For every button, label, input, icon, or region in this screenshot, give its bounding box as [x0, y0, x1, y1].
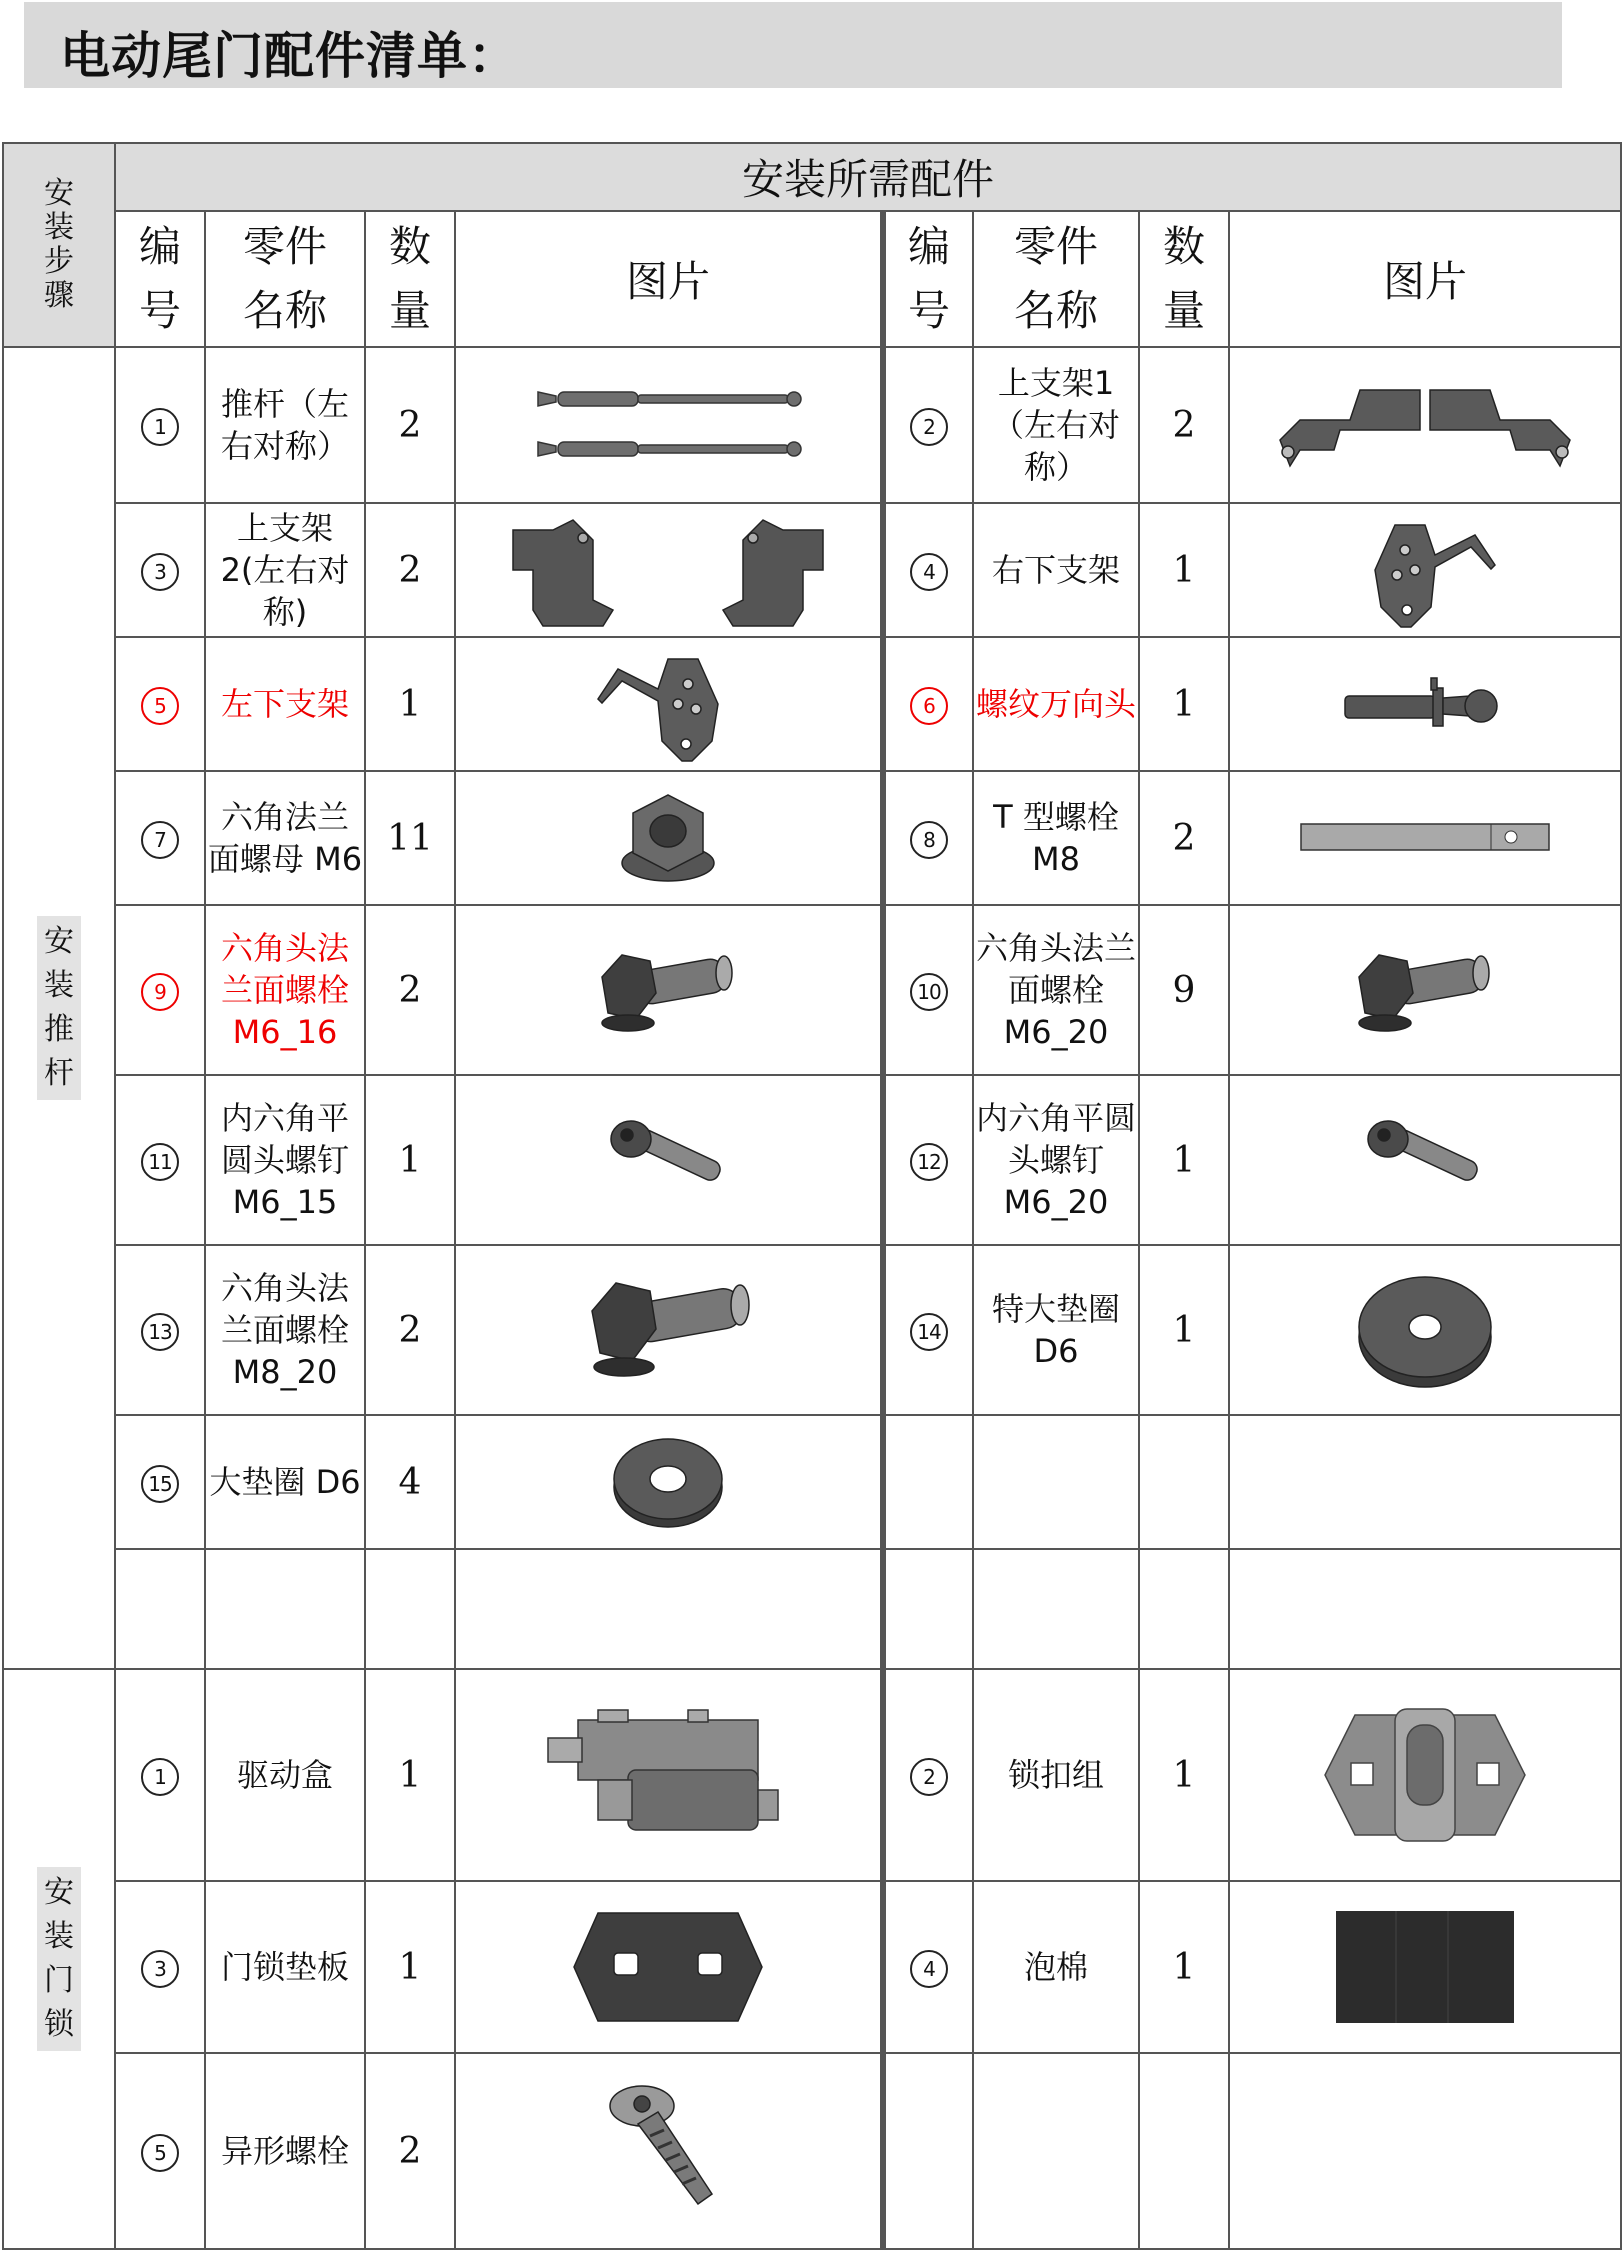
button-screw-icon: [456, 1105, 880, 1215]
circled-number: 1: [141, 408, 179, 446]
part-number-left: [115, 1415, 205, 1549]
parts-table: [2, 142, 1622, 2250]
col-qty-header-right: 数量: [1139, 211, 1229, 347]
foam-icon: [1230, 1907, 1620, 2027]
part-image-right: [1229, 771, 1621, 905]
flange-nut-icon: [456, 783, 880, 893]
header-band-row: [3, 143, 1621, 211]
part-number-right: [883, 347, 973, 503]
part-number-right: [883, 905, 973, 1075]
part-name-right: 六角头法兰面螺栓 M6_20: [973, 905, 1139, 1075]
col-img-header-right: 图片: [1229, 211, 1621, 347]
step-label: 安装门锁: [37, 1867, 81, 2051]
part-name-left: 驱动盒: [205, 1669, 365, 1881]
circled-number: 5: [141, 687, 179, 725]
part-image-right: [1229, 905, 1621, 1075]
flange-bolt-icon: [1230, 935, 1620, 1045]
button-screw-icon: [1230, 1105, 1620, 1215]
part-qty-right: 9: [1139, 905, 1229, 1075]
part-name-left: 六角头法兰面螺栓 M6_16: [205, 905, 365, 1075]
table-row: [3, 2053, 1621, 2249]
circled-number: 12: [910, 1143, 948, 1181]
part-image-left: [455, 2053, 883, 2249]
part-image-right: [1229, 1881, 1621, 2053]
table-row: [3, 1415, 1621, 1549]
empty-cell-right: [973, 1415, 1139, 1549]
parts-band-header: 安装所需配件: [115, 143, 1621, 211]
part-name-left: 异形螺栓: [205, 2053, 365, 2249]
part-name-left: 六角头法兰面螺栓 M8_20: [205, 1245, 365, 1415]
part-name-left: 推杆（左右对称）: [205, 347, 365, 503]
part-name-right: 特大垫圈 D6: [973, 1245, 1139, 1415]
part-qty-left: 1: [365, 1881, 455, 2053]
empty-cell-right: [1229, 1415, 1621, 1549]
part-number-left: [115, 347, 205, 503]
upper-bracket-1-icon: [1230, 370, 1620, 480]
part-number-left: [115, 1245, 205, 1415]
part-number-left: [115, 1075, 205, 1245]
part-number-left: [115, 503, 205, 637]
circled-number: 4: [910, 1950, 948, 1988]
circled-number: 5: [141, 2134, 179, 2172]
empty-cell-right: [883, 1415, 973, 1549]
part-image-left: [455, 637, 883, 771]
part-qty-left: 2: [365, 905, 455, 1075]
table-row: [3, 503, 1621, 637]
col-no-header: 编号: [115, 211, 205, 347]
empty-cell-right: [883, 2053, 973, 2249]
part-qty-left: 1: [365, 637, 455, 771]
part-image-left: [455, 1075, 883, 1245]
part-name-right: 锁扣组: [973, 1669, 1139, 1881]
table-row: [3, 1549, 1621, 1669]
part-qty-left: 1: [365, 1075, 455, 1245]
part-number-left: [115, 637, 205, 771]
table-row: [3, 1669, 1621, 1881]
table-row: [3, 771, 1621, 905]
part-image-left: [455, 771, 883, 905]
part-name-left: 大垫圈 D6: [205, 1415, 365, 1549]
part-number-left: [115, 2053, 205, 2249]
lock-pad-icon: [456, 1907, 880, 2027]
strut-icon: [456, 370, 880, 480]
part-qty-right: 1: [1139, 637, 1229, 771]
empty-cell-right: [973, 2053, 1139, 2249]
part-name-left: 上支架2(左右对称): [205, 503, 365, 637]
part-qty-right: 1: [1139, 1245, 1229, 1415]
circled-number: 3: [141, 1950, 179, 1988]
flange-bolt-icon: [456, 935, 880, 1045]
col-no-header-right: 编号: [883, 211, 973, 347]
empty-cell-right: [1229, 1549, 1621, 1669]
part-image-left: [455, 347, 883, 503]
circled-number: 7: [141, 821, 179, 859]
circled-number: 2: [910, 1758, 948, 1796]
step-label: 安装推杆: [37, 916, 81, 1100]
part-name-right: 右下支架: [973, 503, 1139, 637]
col-qty-header: 数量: [365, 211, 455, 347]
part-name-right: 泡棉: [973, 1881, 1139, 2053]
flange-bolt-large-icon: [456, 1265, 880, 1395]
empty-cell-left: [205, 1549, 365, 1669]
table-row: [3, 1881, 1621, 2053]
part-number-right: [883, 503, 973, 637]
empty-cell-left: [365, 1549, 455, 1669]
part-image-right: [1229, 637, 1621, 771]
circled-number: 11: [141, 1143, 179, 1181]
col-img-header: 图片: [455, 211, 883, 347]
circled-number: 8: [910, 821, 948, 859]
part-name-left: 左下支架: [205, 637, 365, 771]
title-bar: [24, 2, 1562, 88]
drive-box-icon: [456, 1700, 880, 1850]
part-qty-left: 1: [365, 1669, 455, 1881]
part-image-left: [455, 1881, 883, 2053]
part-name-right: 内六角平圆头螺钉 M6_20: [973, 1075, 1139, 1245]
upper-bracket-2-icon: [456, 510, 880, 630]
washer-icon: [456, 1427, 880, 1537]
circled-number: 9: [141, 973, 179, 1011]
part-name-right: T 型螺栓 M8: [973, 771, 1139, 905]
empty-cell-right: [1139, 2053, 1229, 2249]
circled-number: 10: [910, 973, 948, 1011]
part-name-left: 六角法兰面螺母 M6: [205, 771, 365, 905]
table-row: [3, 1075, 1621, 1245]
part-qty-left: 2: [365, 347, 455, 503]
part-number-left: [115, 771, 205, 905]
left-lower-bracket-icon: [456, 644, 880, 764]
special-bolt-icon: [456, 2076, 880, 2226]
col-name-header: 零件名称: [205, 211, 365, 347]
part-number-left: [115, 905, 205, 1075]
part-number-right: [883, 637, 973, 771]
part-qty-left: 4: [365, 1415, 455, 1549]
part-name-left: 门锁垫板: [205, 1881, 365, 2053]
empty-cell-right: [1139, 1415, 1229, 1549]
part-qty-right: 1: [1139, 1669, 1229, 1881]
circled-number: 2: [910, 408, 948, 446]
empty-cell-left: [115, 1549, 205, 1669]
circled-number: 1: [141, 1758, 179, 1796]
part-image-right: [1229, 503, 1621, 637]
part-qty-right: 2: [1139, 347, 1229, 503]
table-row: [3, 905, 1621, 1075]
part-number-right: [883, 1075, 973, 1245]
empty-cell-right: [883, 1549, 973, 1669]
table-row: [3, 637, 1621, 771]
step-install-strut: [3, 347, 115, 1669]
part-qty-right: 1: [1139, 1075, 1229, 1245]
part-number-left: [115, 1881, 205, 2053]
col-name-header-right: 零件名称: [973, 211, 1139, 347]
part-number-right: [883, 1881, 973, 2053]
part-qty-left: 2: [365, 1245, 455, 1415]
empty-cell-right: [1139, 1549, 1229, 1669]
part-qty-right: 1: [1139, 503, 1229, 637]
part-image-right: [1229, 1669, 1621, 1881]
part-image-left: [455, 905, 883, 1075]
part-qty-left: 2: [365, 503, 455, 637]
right-lower-bracket-icon: [1230, 510, 1620, 630]
part-image-right: [1229, 347, 1621, 503]
part-qty-left: 11: [365, 771, 455, 905]
t-bolt-icon: [1230, 816, 1620, 860]
empty-cell-right: [1229, 2053, 1621, 2249]
part-number-right: [883, 1245, 973, 1415]
empty-cell-left: [455, 1549, 883, 1669]
part-name-left: 内六角平圆头螺钉 M6_15: [205, 1075, 365, 1245]
latch-assembly-icon: [1230, 1705, 1620, 1845]
part-qty-left: 2: [365, 2053, 455, 2249]
circled-number: 15: [141, 1465, 179, 1503]
table-row: [3, 347, 1621, 503]
circled-number: 4: [910, 553, 948, 591]
part-qty-right: 1: [1139, 1881, 1229, 2053]
part-number-right: [883, 771, 973, 905]
part-image-left: [455, 1669, 883, 1881]
part-name-right: 螺纹万向头: [973, 637, 1139, 771]
part-image-left: [455, 1245, 883, 1415]
part-image-right: [1229, 1245, 1621, 1415]
page-title: 电动尾门配件清单：: [60, 27, 519, 85]
table-row: [3, 1245, 1621, 1415]
large-washer-icon: [1230, 1265, 1620, 1395]
column-header-row: [3, 211, 1621, 347]
circled-number: 14: [910, 1313, 948, 1351]
part-number-left: [115, 1669, 205, 1881]
circled-number: 6: [910, 687, 948, 725]
part-image-right: [1229, 1075, 1621, 1245]
ball-joint-icon: [1230, 664, 1620, 744]
step-header: 安装步骤: [3, 143, 115, 347]
empty-cell-right: [973, 1549, 1139, 1669]
part-qty-right: 2: [1139, 771, 1229, 905]
part-name-right: 上支架1（左右对称）: [973, 347, 1139, 503]
part-image-left: [455, 503, 883, 637]
part-image-left: [455, 1415, 883, 1549]
circled-number: 13: [141, 1313, 179, 1351]
circled-number: 3: [141, 553, 179, 591]
step-install-lock: [3, 1669, 115, 2249]
part-number-right: [883, 1669, 973, 1881]
